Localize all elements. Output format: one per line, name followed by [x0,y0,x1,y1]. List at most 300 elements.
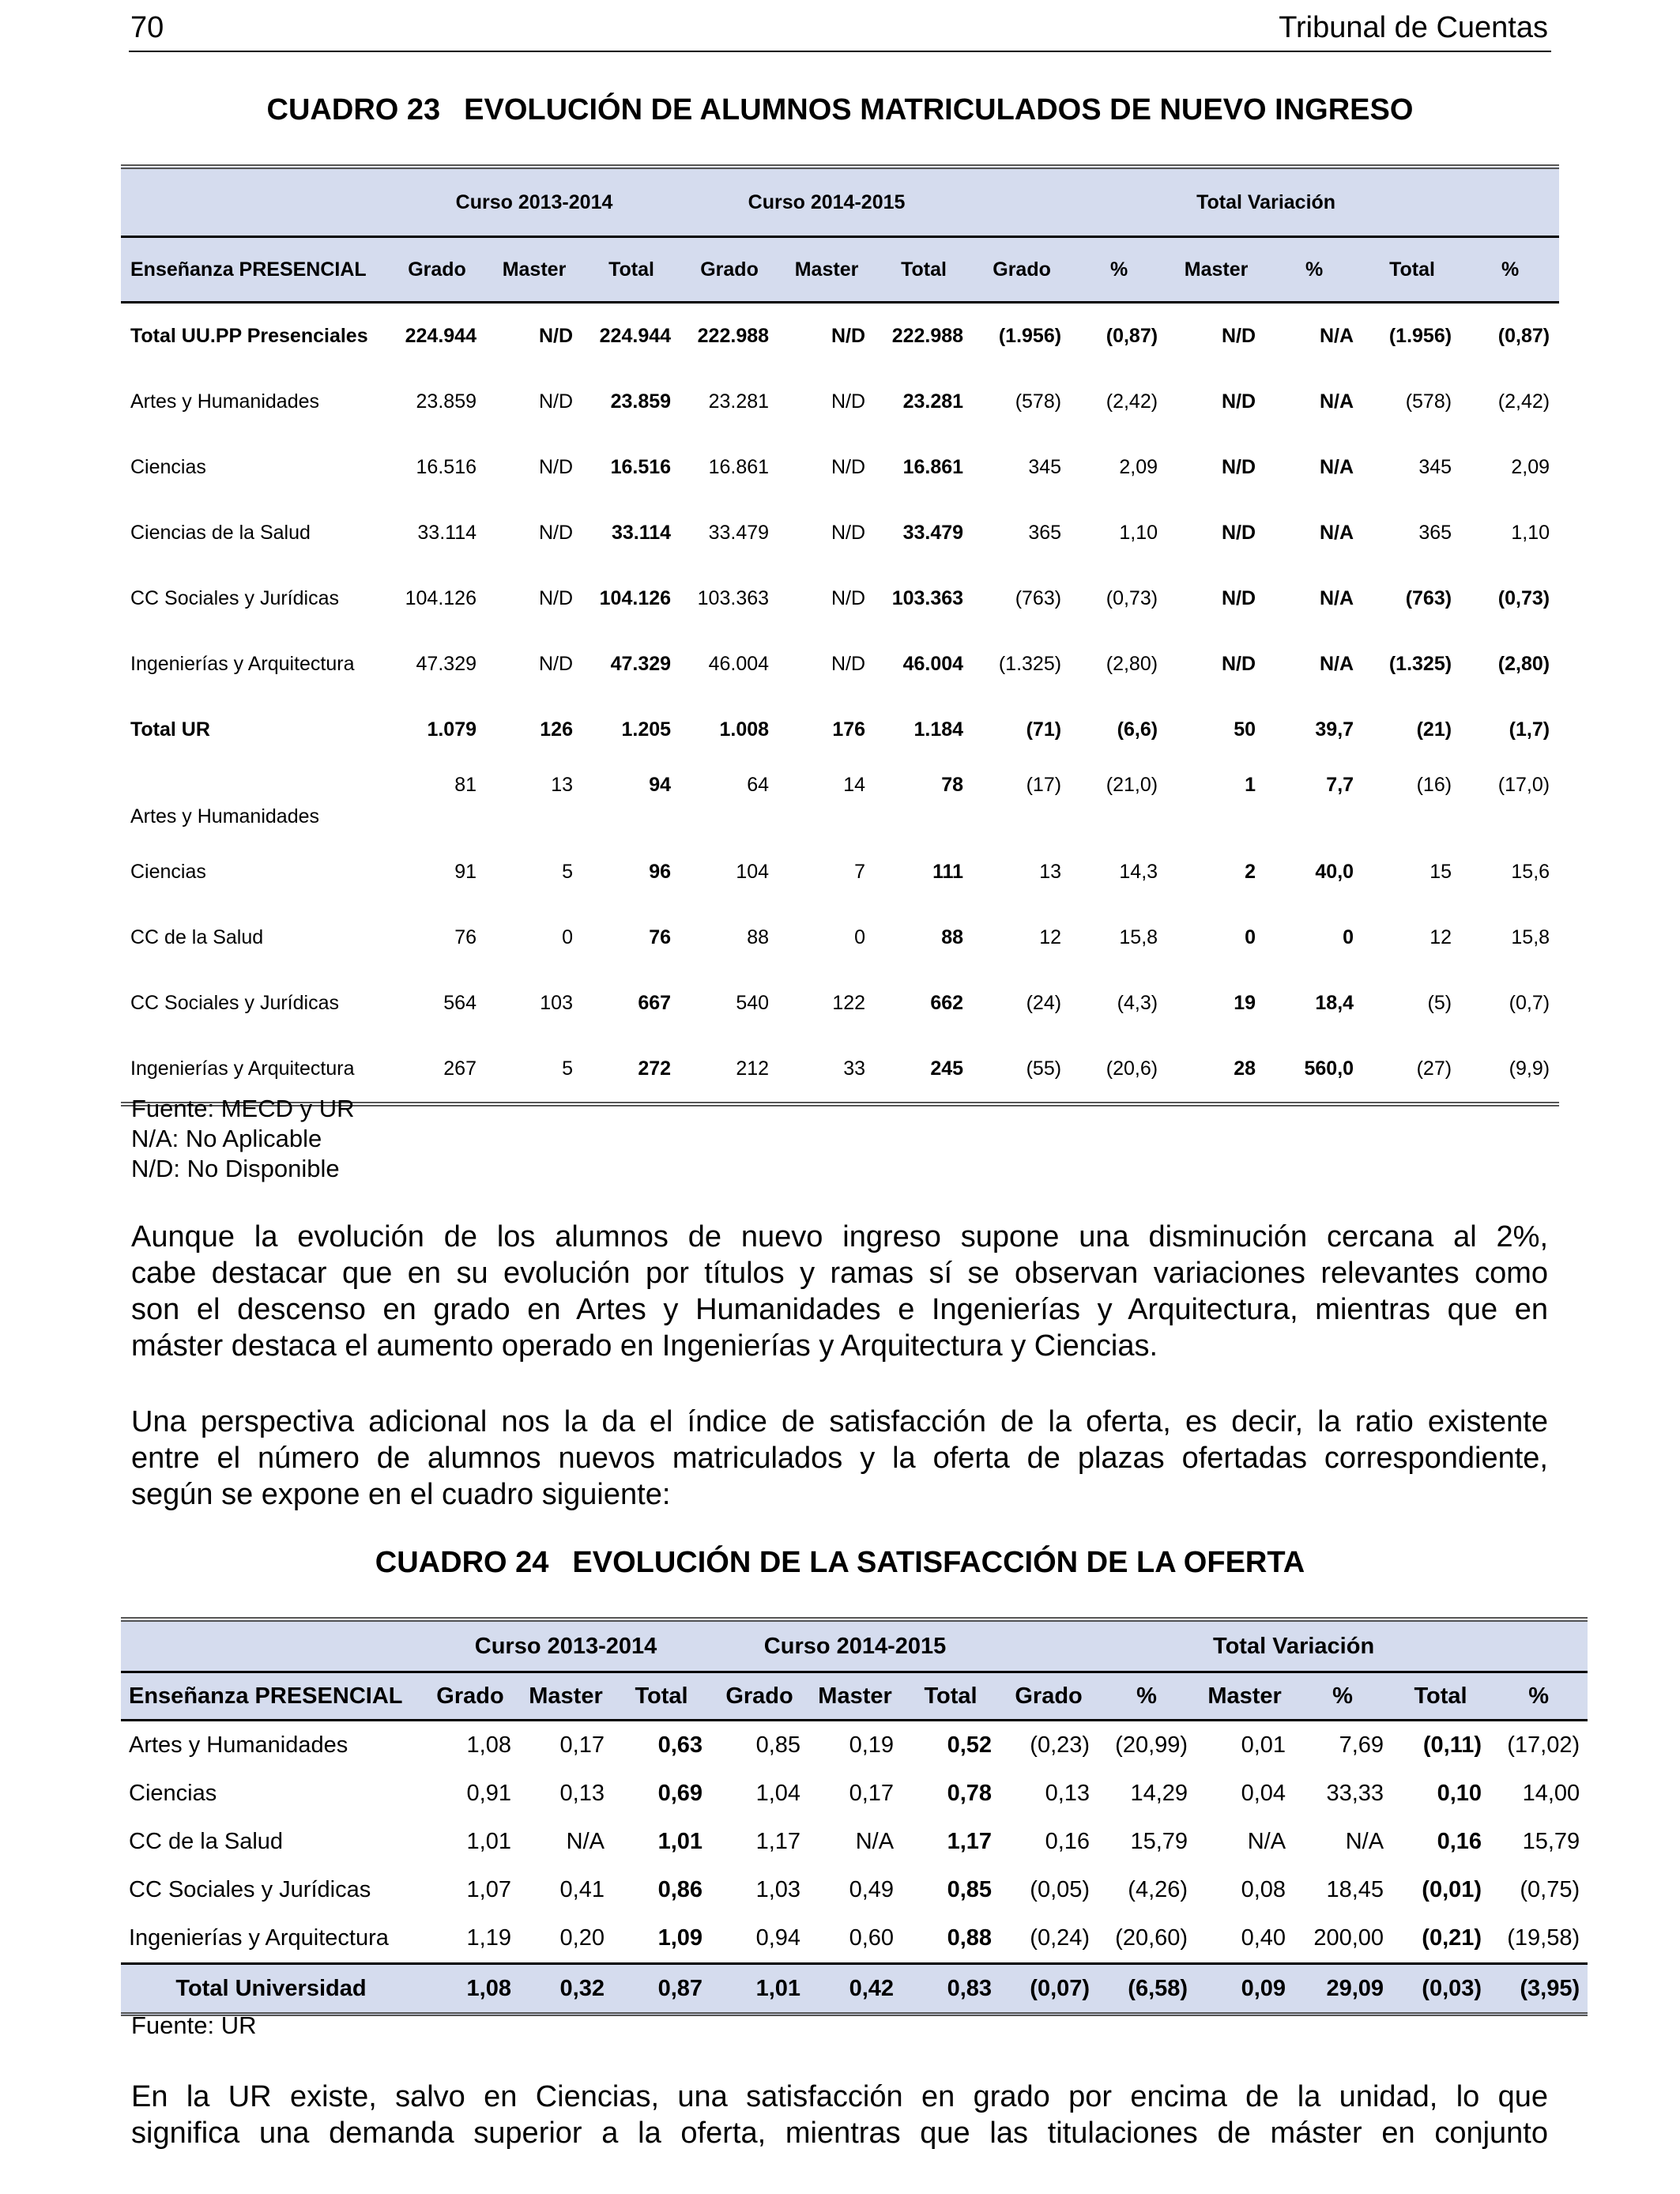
table-cell: 47.329 [416,653,477,675]
table-cell: 16.516 [416,456,477,478]
page-number: 70 [130,11,164,44]
table-cell: N/A [1320,325,1354,347]
table-row [121,1770,1588,1818]
column-header-row [121,1672,1588,1721]
table-cell: N/D [831,653,866,675]
table-cell: (6,58) [1098,1964,1196,2015]
column-header: Master [1196,1672,1294,1721]
header-blank-cell [121,167,388,237]
column-header: % [1071,237,1167,303]
table-cell: (0,23) [1030,1732,1090,1758]
row-label: CC de la Salud [130,926,264,948]
cuadro-23-notes [131,1094,355,1184]
paragraph-line: Aunque la evolución de los alumnos de nuevo ingreso supone una disminución cercana al 2%, [131,1220,1548,1253]
table-cell: 5 [486,1036,582,1104]
group-header-row [121,1619,1588,1672]
table-cell: 0,42 [808,1964,902,2015]
table-cell: 111 [932,861,964,883]
table-cell: 345 [1418,456,1452,478]
column-header: Grado [710,1672,808,1721]
column-header: Grado [1000,1672,1098,1721]
table-cell: 0,78 [947,1781,993,1806]
table-cell: 1.184 [913,718,964,741]
table-cell: 0,86 [657,1877,703,1902]
column-header: Total [1363,237,1461,303]
table-cell: 40,0 [1315,861,1354,883]
table-cell: (0,87) [1497,325,1550,347]
paragraph-line: según se expone en el cuadro siguiente: [131,1478,671,1511]
table-cell: N/D [1222,325,1256,347]
column-header: % [1098,1672,1196,1721]
column-header: Grado [421,1672,519,1721]
group-header: Curso 2013-2014 [388,167,680,237]
table-cell: (0,11) [1422,1732,1482,1758]
table-cell: (0,24) [1030,1925,1090,1951]
table-note: N/A: No Aplicable [131,1125,322,1152]
table-cell: 560,0 [1265,1036,1363,1104]
paragraph-line: entre el número de alumnos nuevos matriculados y la oferta de plazas ofertadas correspondiente, [131,1442,1548,1475]
table-cell: (17) [1026,774,1062,796]
table-cell: 0 [562,926,573,948]
table-cell: 0,17 [849,1781,895,1806]
group-header: Total Variación [1000,1619,1588,1672]
table-cell: 1,01 [710,1964,808,2015]
table-cell: 18,4 [1315,992,1354,1014]
table-cell: 0 [1245,926,1256,948]
column-header: Master [808,1672,902,1721]
table-note: Fuente: MECD y UR [131,1095,355,1122]
table-cell: 0,04 [1241,1781,1286,1806]
paragraph-line: En la UR existe, salvo en Ciencias, una satisfacción en grado por encima de la unidad, lo que [131,2080,1548,2113]
table-cell: 0,16 [1045,1829,1090,1854]
table-cell: 64 [747,774,770,796]
table-cell: (27) [1363,1036,1461,1104]
table-cell: (763) [1405,587,1452,609]
table-row [121,303,1559,370]
row-label: Total Universidad [121,1964,421,2015]
table-cell: 1,17 [755,1829,801,1854]
table-cell: (6,6) [1117,718,1158,741]
row-label: Total UR [130,718,210,741]
table-cell: (1.325) [998,653,1062,675]
table-row [121,697,1559,763]
cuadro-24-title [0,1546,1680,1580]
table-cell: N/D [831,390,866,413]
column-header: Total [875,237,973,303]
table-cell: (9,9) [1461,1036,1559,1104]
table-cell: 15,8 [1511,926,1550,948]
table-cell: 0,85 [755,1732,801,1758]
table-cell: 0,87 [612,1964,710,2015]
row-label: CC Sociales y Jurídicas [130,587,339,609]
paragraph-1 [131,1219,1548,1364]
table-cell: 103.363 [697,587,770,609]
table-cell: N/D [1222,390,1256,413]
table-cell: 0,13 [559,1781,605,1806]
table-row [121,435,1559,500]
column-header: Total [612,1672,710,1721]
table-cell: 96 [649,861,672,883]
table-cell: 365 [1418,522,1452,544]
table-cell: 1,17 [947,1829,993,1854]
table-cell: (21,0) [1106,774,1158,796]
cuadro-23-table [121,164,1559,1106]
table-cell: 13 [551,774,573,796]
table-cell: 33.114 [417,522,477,544]
column-header: % [1294,1672,1392,1721]
table-cell: (0,73) [1497,587,1550,609]
table-cell: N/D [538,522,573,544]
table-cell: N/A [855,1829,895,1854]
table-cell: N/A [1320,587,1354,609]
table-cell: 200,00 [1313,1925,1384,1951]
row-label: Artes y Humanidades [130,390,320,413]
column-header: Enseñanza PRESENCIAL [121,1672,421,1721]
table-cell: (0,87) [1106,325,1158,347]
table-cell: 0,16 [1437,1829,1482,1854]
column-header: Total [902,1672,1000,1721]
table-cell: N/A [1320,522,1354,544]
table-cell: 15 [1430,861,1452,883]
table-cell: (0,07) [1000,1964,1098,2015]
table-cell: N/D [831,456,866,478]
table-cell: 1,04 [755,1781,801,1806]
table-cell: 7,69 [1339,1732,1384,1758]
column-header-row [121,237,1559,303]
table-cell: 7,7 [1326,774,1354,796]
table-cell: 1,01 [657,1829,703,1854]
table-cell: 14,00 [1522,1781,1580,1806]
table-note: N/D: No Disponible [131,1155,340,1182]
column-header: Grado [680,237,778,303]
column-header: Master [1167,237,1265,303]
table-cell: (763) [1015,587,1062,609]
table-cell: (2,42) [1497,390,1550,413]
table-cell: N/D [831,522,866,544]
column-header: Total [582,237,680,303]
row-label: Ingenierías y Arquitectura [121,1036,388,1104]
table-cell: (21) [1416,718,1452,741]
table-cell: N/D [831,325,866,347]
table-cell: (20,99) [1115,1732,1188,1758]
table-cell: 88 [941,926,964,948]
header-blank-cell [121,1619,421,1672]
column-header: Enseñanza PRESENCIAL [121,237,388,303]
table-cell: N/D [538,587,573,609]
table-cell: 15,8 [1119,926,1158,948]
paragraph-line: Una perspectiva adicional nos la da el índice de satisfacción de la oferta, es decir, la ratio existente [131,1405,1548,1438]
table-cell: N/D [1222,587,1256,609]
column-header: Total [1392,1672,1490,1721]
table-cell: 1,10 [1119,522,1158,544]
cuadro-24-number: CUADRO 24 [375,1546,549,1579]
table-cell: N/A [1345,1829,1384,1854]
row-label: Ciencias de la Salud [130,522,311,544]
column-header: % [1265,237,1363,303]
table-cell: 15,6 [1511,861,1550,883]
table-cell: 222.988 [891,325,964,347]
table-cell: 0,69 [657,1781,703,1806]
table-cell: 0,91 [466,1781,511,1806]
table-cell: (4,3) [1117,992,1158,1014]
table-cell: (4,26) [1128,1877,1188,1902]
cuadro-23-number: CUADRO 23 [266,93,441,126]
table-cell: 0,40 [1241,1925,1286,1951]
table-cell: (24) [1026,992,1062,1014]
table-cell: 2,09 [1511,456,1550,478]
group-header: Curso 2013-2014 [421,1619,710,1672]
group-header: Curso 2014-2015 [680,167,973,237]
table-cell: 46.004 [902,653,964,675]
table-cell: 2,09 [1119,456,1158,478]
total-row [121,1964,1588,2015]
row-label: Ingenierías y Arquitectura [130,653,355,675]
table-cell: 1.079 [427,718,477,741]
table-cell: N/D [538,325,573,347]
cuadro-24-table [121,1617,1588,2016]
table-cell: 28 [1167,1036,1265,1104]
table-cell: 81 [454,774,477,796]
table-cell: 1 [1245,774,1256,796]
row-label: Artes y Humanidades [130,805,320,827]
row-label: Ciencias [130,456,206,478]
table-cell: (17,02) [1507,1732,1580,1758]
table-cell: 15,79 [1130,1829,1188,1854]
group-header-row [121,167,1559,237]
table-cell: N/A [566,1829,605,1854]
cuadro-23-caption: EVOLUCIÓN DE ALUMNOS MATRICULADOS DE NUEVO INGRESO [464,93,1414,126]
table-cell: 13 [1039,861,1062,883]
table-cell: (71) [1026,718,1062,741]
table-cell: (20,6) [1071,1036,1167,1104]
table-cell: 212 [680,1036,778,1104]
table-cell: 1,09 [657,1925,703,1951]
table-cell: 23.859 [610,390,672,413]
table-cell: N/D [1222,456,1256,478]
table-cell: 39,7 [1315,718,1354,741]
table-cell: 0,17 [559,1732,605,1758]
table-cell: (17,0) [1497,774,1550,796]
table-cell: 18,45 [1326,1877,1384,1902]
table-cell: 365 [1028,522,1062,544]
table-row [121,369,1559,435]
table-cell: 345 [1028,456,1062,478]
table-cell: 94 [649,774,672,796]
table-cell: 0,83 [902,1964,1000,2015]
table-cell: N/A [1320,653,1354,675]
table-row [121,905,1559,971]
table-cell: 224.944 [405,325,477,347]
table-cell: 0,13 [1045,1781,1090,1806]
table-cell: 29,09 [1294,1964,1392,2015]
table-cell: (0,75) [1520,1877,1580,1902]
table-cell: 0,52 [947,1732,993,1758]
table-row [121,1914,1588,1964]
row-label: CC de la Salud [129,1829,284,1854]
table-cell: N/A [1320,390,1354,413]
paragraph-3 [131,2079,1548,2151]
column-header: % [1490,1672,1588,1721]
table-cell: 1,01 [466,1829,511,1854]
table-cell: 540 [736,992,770,1014]
row-label: Ciencias [129,1781,217,1806]
table-cell: 0,32 [519,1964,612,2015]
paragraph-line: cabe destacar que en su evolución por títulos y ramas sí se observan variaciones relevantes como [131,1257,1548,1290]
table-row [121,631,1559,697]
table-cell: 104.126 [405,587,477,609]
column-header: Grado [388,237,486,303]
table-cell: 176 [832,718,866,741]
table-cell: 122 [832,992,866,1014]
table-cell: (0,01) [1422,1877,1482,1902]
table-cell: (19,58) [1507,1925,1580,1951]
table-row [121,500,1559,566]
table-cell: 2 [1245,861,1256,883]
table-cell: (5) [1427,992,1452,1014]
row-label: CC Sociales y Jurídicas [129,1877,371,1902]
table-row [121,1818,1588,1866]
table-cell: 7 [854,861,866,883]
table-cell: 76 [649,926,672,948]
table-cell: (1.956) [998,325,1062,347]
group-header: Curso 2014-2015 [710,1619,1000,1672]
column-header: % [1461,237,1559,303]
paragraph-line: máster destaca el aumento operado en Ingenierías y Arquitectura y Ciencias. [131,1329,1158,1363]
table-cell: (0,03) [1392,1964,1490,2015]
table-cell: (16) [1416,774,1452,796]
table-cell: 0,10 [1437,1781,1482,1806]
table-row [121,566,1559,631]
cuadro-23-title [0,93,1680,127]
table-cell: 23.281 [902,390,964,413]
table-cell: 16.861 [708,456,770,478]
table-cell: (578) [1015,390,1062,413]
table-cell: 1,19 [466,1925,511,1951]
table-cell: 33.479 [902,522,964,544]
table-cell: N/A [1320,456,1354,478]
table-cell: 0,01 [1241,1732,1286,1758]
table-cell: 23.859 [416,390,477,413]
table-cell: 14,29 [1130,1781,1188,1806]
table-cell: 14 [843,774,866,796]
table-cell: (2,80) [1106,653,1158,675]
table-cell: 0,63 [657,1732,703,1758]
table-cell: 667 [638,992,672,1014]
table-cell: 16.516 [610,456,672,478]
table-cell: 222.988 [697,325,770,347]
table-cell: 1.205 [621,718,672,741]
column-header: Master [486,237,582,303]
table-cell: 104.126 [599,587,672,609]
table-row [121,1721,1588,1770]
table-cell: 267 [388,1036,486,1104]
table-cell: N/A [1247,1829,1286,1854]
table-cell: 33,33 [1326,1781,1384,1806]
table-cell: 0,85 [947,1877,993,1902]
table-cell: 1.008 [719,718,770,741]
table-cell: 33.479 [708,522,770,544]
table-cell: 126 [540,718,573,741]
table-cell: 0,94 [755,1925,801,1951]
table-cell: 0,41 [559,1877,605,1902]
column-header: Master [519,1672,612,1721]
table-cell: 0,49 [849,1877,895,1902]
table-cell: 1,08 [421,1964,519,2015]
table-cell: (1.325) [1388,653,1452,675]
table-cell: N/D [1222,522,1256,544]
table-cell: (1,7) [1509,718,1550,741]
paragraph-line: son el descenso en grado en Artes y Humanidades e Ingenierías y Arquitectura, mientras que en [131,1293,1548,1326]
table-cell: 272 [582,1036,680,1104]
table-cell: 1,10 [1511,522,1550,544]
table-cell: 76 [454,926,477,948]
table-cell: 0,09 [1196,1964,1294,2015]
table-cell: 0 [854,926,866,948]
table-cell: 88 [747,926,770,948]
table-cell: N/D [1222,653,1256,675]
table-cell: 78 [941,774,964,796]
table-cell: 12 [1039,926,1062,948]
table-cell: N/D [538,653,573,675]
table-cell: 0,08 [1241,1877,1286,1902]
table-cell: N/D [831,587,866,609]
row-label: Ingenierías y Arquitectura [129,1925,389,1951]
table-cell: (2,80) [1497,653,1550,675]
cuadro-24-source: Fuente: UR [131,2011,257,2039]
table-cell: 23.281 [708,390,770,413]
table-cell: (0,73) [1106,587,1158,609]
table-row [121,763,1559,839]
table-cell: 5 [562,861,573,883]
table-cell: 0,20 [559,1925,605,1951]
table-cell: 104 [736,861,770,883]
table-cell: (0,21) [1422,1925,1482,1951]
table-cell: 0,60 [849,1925,895,1951]
table-cell: N/D [538,390,573,413]
row-label: Ciencias [130,861,206,883]
table-cell: (20,60) [1115,1925,1188,1951]
table-cell: 16.861 [902,456,964,478]
table-cell: 33.114 [611,522,672,544]
column-header: Grado [973,237,1071,303]
table-row [121,839,1559,905]
table-cell: (55) [973,1036,1071,1104]
row-label: Total UU.PP Presenciales [130,325,368,347]
table-row [121,971,1559,1036]
table-cell: 662 [930,992,964,1014]
table-cell: 14,3 [1119,861,1158,883]
table-cell: 50 [1234,718,1256,741]
table-cell: 1,07 [466,1877,511,1902]
table-cell: 91 [454,861,477,883]
row-label: CC Sociales y Jurídicas [130,992,339,1014]
table-cell: (0,7) [1509,992,1550,1014]
table-cell: 0,19 [849,1732,895,1758]
table-cell: 0 [1343,926,1354,948]
table-cell: 1,03 [755,1877,801,1902]
header-title: Tribunal de Cuentas [1279,11,1548,44]
cuadro-24-caption: EVOLUCIÓN DE LA SATISFACCIÓN DE LA OFERTA [572,1546,1305,1579]
table-cell: 0,88 [947,1925,993,1951]
column-header: Master [778,237,875,303]
table-cell: (1.956) [1388,325,1452,347]
table-cell: (0,05) [1030,1877,1090,1902]
page-header [129,11,1551,52]
table-cell: 47.329 [610,653,672,675]
table-cell: 46.004 [708,653,770,675]
table-cell: (3,95) [1490,1964,1588,2015]
table-cell: 103 [540,992,573,1014]
